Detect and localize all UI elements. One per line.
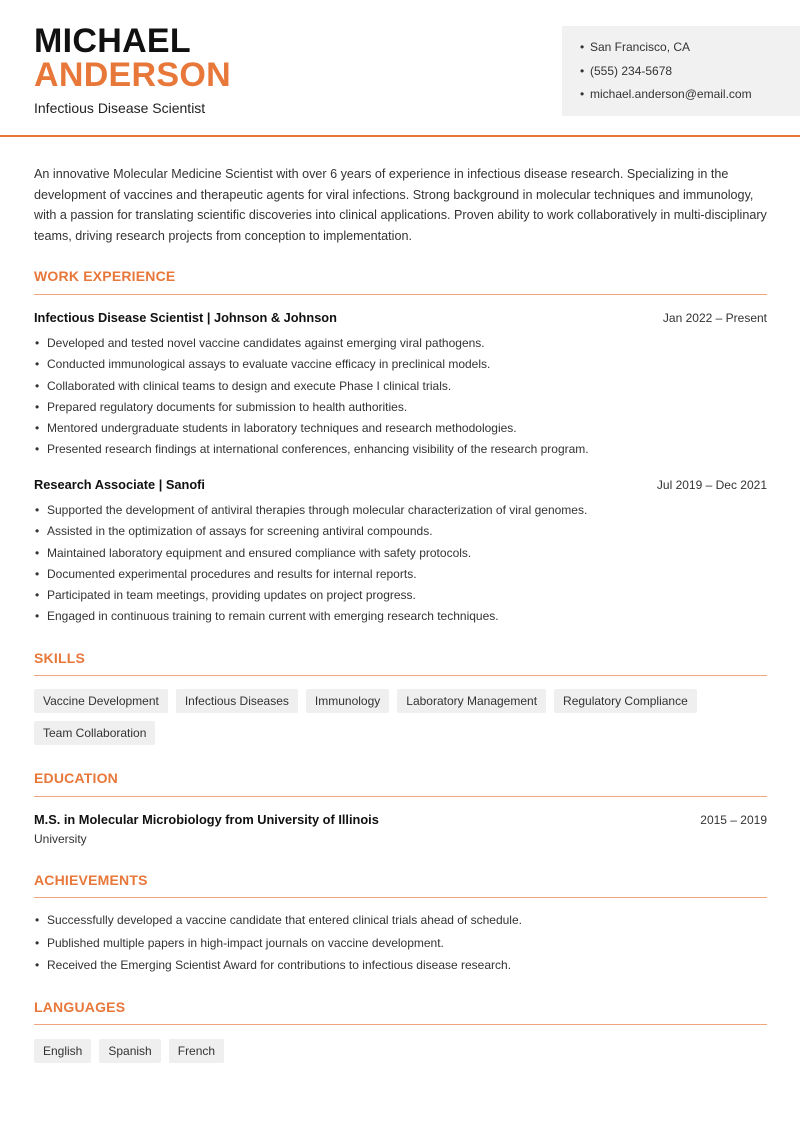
section-title-languages: LANGUAGES	[34, 999, 126, 1015]
list-item: • Participated in team meetings, providing updates on project progress.	[34, 588, 774, 609]
contact-email: • michael.anderson@email.com	[580, 87, 752, 101]
skill-tag: Infectious Diseases	[176, 689, 298, 713]
job-role: Research Associate | Sanofi	[34, 477, 205, 492]
education-degree: M.S. in Molecular Microbiology from University of Illinois	[34, 812, 379, 827]
list-item: • Supported the development of antiviral therapies through molecular characterization of viral genomes.	[34, 503, 774, 524]
job-title: Infectious Disease Scientist	[34, 100, 206, 116]
contact-location: • San Francisco, CA	[580, 40, 691, 54]
section-divider	[34, 294, 767, 295]
list-item: • Presented research findings at international conferences, enhancing visibility of the research program.	[34, 442, 774, 463]
last-name: ANDERSON	[34, 56, 231, 94]
section-title-skills: SKILLS	[34, 650, 85, 666]
job-header	[34, 310, 767, 325]
language-tag: Spanish	[99, 1039, 160, 1063]
list-item: • Assisted in the optimization of assays for screening antiviral compounds.	[34, 524, 774, 545]
language-tag: English	[34, 1039, 91, 1063]
education-institution: University	[34, 832, 87, 846]
language-tag: French	[169, 1039, 224, 1063]
list-item: • Received the Emerging Scientist Award for contributions to infectious disease research.	[34, 958, 774, 981]
list-item: • Published multiple papers in high-impact journals on vaccine development.	[34, 936, 774, 959]
list-item: • Maintained laboratory equipment and ensured compliance with safety protocols.	[34, 546, 774, 567]
section-divider	[34, 897, 767, 898]
skills-list	[34, 689, 774, 745]
section-title-education: EDUCATION	[34, 770, 118, 786]
list-item: • Successfully developed a vaccine candidate that entered clinical trials ahead of schedule.	[34, 913, 774, 936]
list-item: • Documented experimental procedures and results for internal reports.	[34, 567, 774, 588]
contact-box	[562, 26, 800, 116]
skill-tag: Regulatory Compliance	[554, 689, 697, 713]
job-role: Infectious Disease Scientist | Johnson & Johnson	[34, 310, 337, 325]
achievements-list	[34, 913, 774, 981]
section-divider	[34, 675, 767, 676]
job-dates: Jan 2022 – Present	[662, 311, 767, 325]
list-item: • Developed and tested novel vaccine candidates against emerging viral pathogens.	[34, 336, 774, 357]
job-dates: Jul 2019 – Dec 2021	[656, 478, 767, 492]
languages-list	[34, 1039, 774, 1063]
list-item: • Engaged in continuous training to remain current with emerging research techniques.	[34, 609, 774, 630]
bullet-icon: •	[580, 63, 585, 78]
section-title-achievements: ACHIEVEMENTS	[34, 872, 148, 888]
summary: An innovative Molecular Medicine Scientist with over 6 years of experience in infectious disease research. Specializing in the development of vaccines and therapeutic agents for viral infections. Strong background in molecular techniques and immunology, with a passion for translating scientific discoveries into clinical applications. Proven ability to work collaboratively in multi-disciplinary teams, driving research projects from conception to implementation.	[34, 167, 767, 243]
job-bullets	[34, 503, 774, 631]
skill-tag: Team Collaboration	[34, 721, 155, 745]
skill-tag: Vaccine Development	[34, 689, 168, 713]
section-divider	[34, 796, 767, 797]
skill-tag: Immunology	[306, 689, 389, 713]
resume-header	[0, 0, 800, 137]
job-header	[34, 477, 767, 492]
contact-phone: • (555) 234-5678	[580, 63, 673, 78]
education-dates: 2015 – 2019	[700, 813, 767, 827]
list-item: • Mentored undergraduate students in laboratory techniques and research methodologies.	[34, 421, 774, 442]
bullet-icon: •	[580, 40, 585, 54]
skill-tag: Laboratory Management	[397, 689, 546, 713]
job-bullets	[34, 336, 774, 464]
first-name: MICHAEL	[34, 22, 191, 60]
list-item: • Prepared regulatory documents for submission to health authorities.	[34, 400, 774, 421]
list-item: • Conducted immunological assays to evaluate vaccine efficacy in preclinical models.	[34, 357, 774, 378]
bullet-icon: •	[580, 87, 585, 101]
list-item: • Collaborated with clinical teams to design and execute Phase I clinical trials.	[34, 379, 774, 400]
section-divider	[34, 1024, 767, 1025]
section-title-work: WORK EXPERIENCE	[34, 268, 176, 284]
